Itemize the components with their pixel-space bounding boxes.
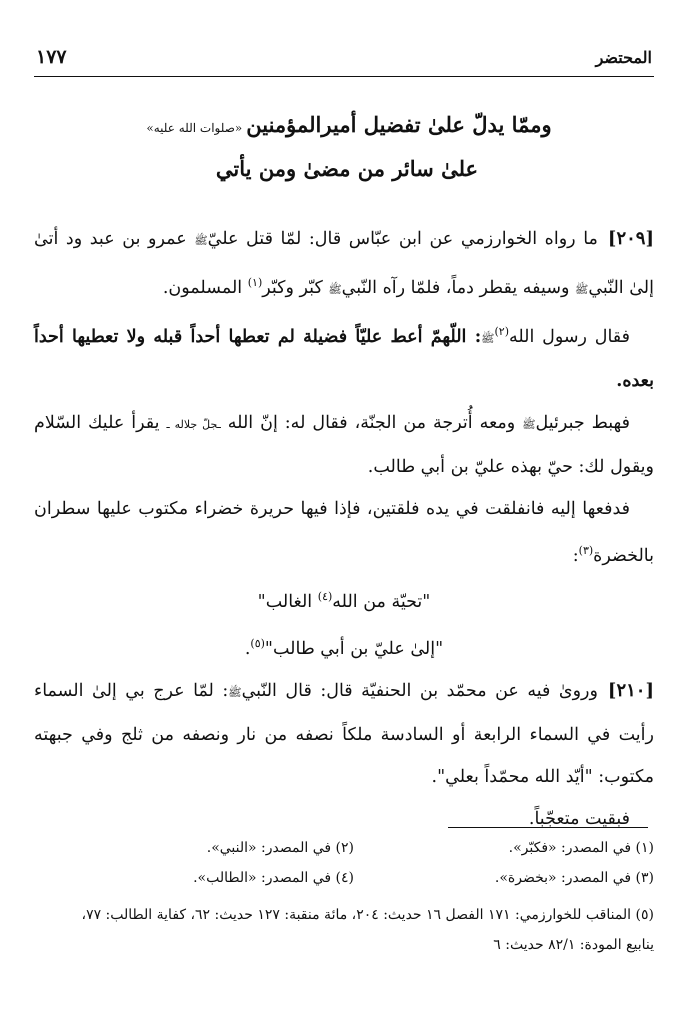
hadith-210-paragraph: [٢١٠]وروىٰ فيه عن محمّد بن الحنفيّة قال: قال النّبيﷺ: لمّا عرج بي إلىٰ السماء رأيت في السماء الرابعة أو السادسة ملكاً نصفه من نار ونصفه من ثلج وفي جبهته مكتوب: "أيّد الله محمّداً بعلي".: [34, 680, 654, 788]
footnote-row: [34, 870, 654, 900]
footnote-4: (٤) في المصدر: «الطالب».: [193, 870, 354, 886]
footnote-2: (٢) في المصدر: «النبي».: [206, 840, 354, 856]
quote-line: "إلىٰ عليّ بن أبي طالب"$^{(٥)}$.: [244, 637, 444, 660]
footnote-1: (١) في المصدر: «فكبّر».: [508, 840, 654, 856]
footnote-3: (٣) في المصدر: «بخضرة».: [494, 870, 654, 886]
hadith-209-paragraph: [٢٠٩]ما رواه الخوارزمي عن ابن عبّاس قال: لمّا قتل عليّﷺ عمرو بن عبد ود أتىٰ إلىٰ النّبيﷺ وسيفه يقطر دماً، فلمّا رآه النّبيﷺ كبّر وكبّر$^{(١)}$ المسلمون.: [34, 228, 654, 298]
footnote-row: [34, 840, 654, 870]
chapter-heading-text: وممّا يدلّ علىٰ تفضيل أميرالمؤمنين: [246, 112, 552, 137]
footnote-5: (٥) المناقب للخوارزمي: ١٧١ الفصل ١٦ حديث: ٢٠٤، مائة منقبة: ١٢٧ حديث: ٦٢، كفاية الطالب: ٧٧،: [81, 907, 654, 923]
paragraph: فبقيت متعجّباً.: [528, 809, 630, 830]
footnote-ref: (٢): [494, 324, 509, 338]
main-text: [34, 218, 654, 840]
salutation: «صلوات الله عليه»: [146, 121, 243, 135]
book-title: المحتضر: [595, 48, 652, 67]
honorific: ﷺ: [522, 417, 536, 431]
honorific: ﷺ: [575, 282, 589, 296]
footnote-divider: [448, 827, 648, 828]
honorific: ﷺ: [228, 686, 242, 700]
footnote-ref: (٥): [250, 637, 265, 651]
quote-line: "تحيّة من الله$^{(٤)}$ الغالب": [257, 590, 431, 613]
page-header: [34, 40, 654, 77]
footnote-5-continued: ينابيع المودة: ٨٢/١ حديث: ٦: [493, 937, 654, 953]
honorific: ﷺ: [481, 331, 495, 345]
chapter-subheading: علىٰ سائر من مضىٰ ومن يأتي: [215, 156, 479, 181]
hadith-number: [٢١٠]: [607, 680, 654, 702]
honorific: ﷺ: [194, 234, 208, 247]
footnote-ref: (١): [247, 276, 263, 289]
footnote-ref: (٣): [578, 543, 594, 557]
footnote-ref: (٤): [317, 590, 333, 604]
footnotes: [34, 840, 654, 960]
chapter-heading: [40, 112, 654, 137]
honorific: ﷺ: [328, 282, 342, 296]
paragraph: فدفعها إليه فانفلقت في يده فلقتين، فإذا فيها حريرة خضراء مكتوب عليها سطران بالخضرة$^{(٣)}$:: [34, 498, 654, 566]
paragraph: فقال رسول الله$^{(٢)}$ﷺ: اللّهمّ أعط عليّاً فضيلة لم تعطها أحداً قبله ولا تعطيها أحداً بعده.: [34, 324, 654, 391]
hadith-number: [٢٠٩]: [607, 228, 654, 249]
page-number: ١٧٧: [36, 46, 67, 68]
paragraph: فهبط جبرئيلﷺ ومعه أُترجة من الجنّة، فقال له: إنّ الله ـجلّ جلاله ـ يقرأ عليك السّلام ويقول لك: حيّ بهذه عليّ بن أبي طالب.: [34, 412, 654, 477]
